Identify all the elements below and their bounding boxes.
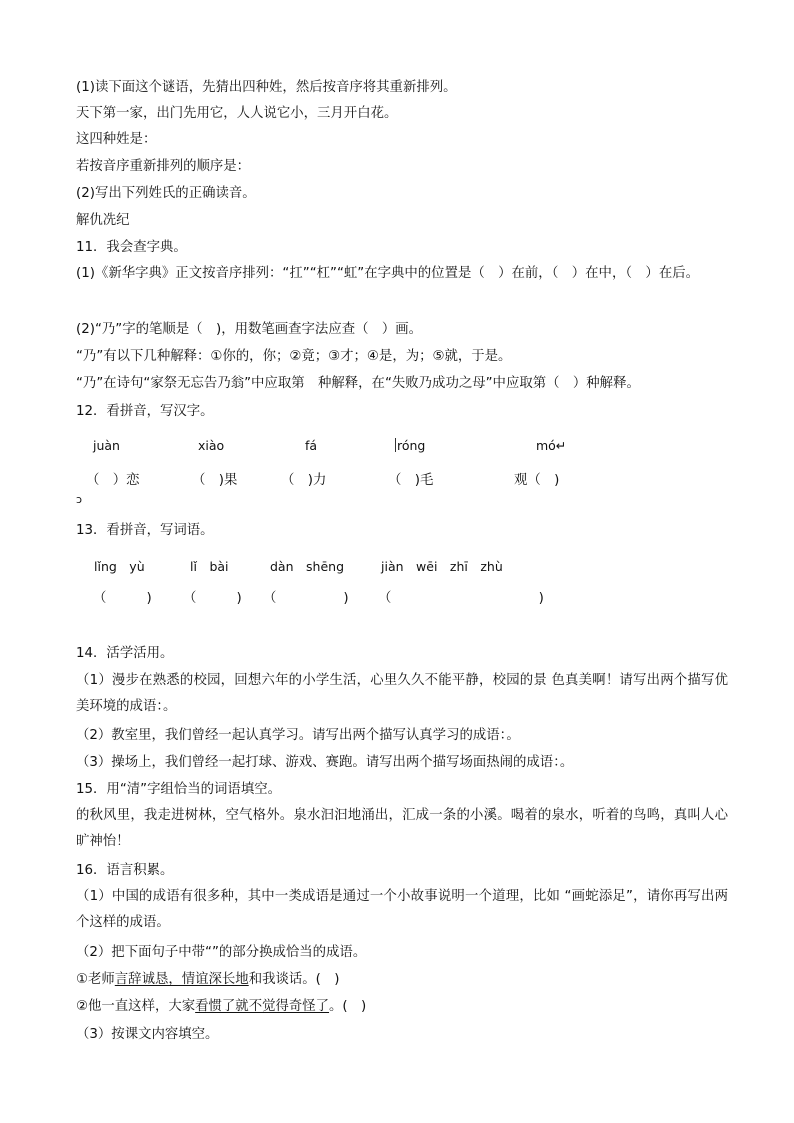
q16-sentence-1: ①老师言辞诚恳，情谊深长地和我谈话。( ) — [76, 972, 340, 987]
q11-part-1: (1)《新华字典》正文按音序排列：“扛”“杠”“虹”在字典中的位置是（ ）在前，（ ）在中，（ ）在后。 — [76, 266, 699, 281]
q13-pinyin-3: dàn shēng — [270, 559, 344, 574]
q10-line-5: (2)写出下列姓氏的正确读音。 — [76, 186, 256, 201]
q16-sentence-1-underlined: 言辞诚恳，情谊深长地 — [114, 972, 249, 987]
q13-blank-1[interactable]: （ ) — [93, 591, 152, 606]
q15-passage: 的秋风里，我走进树林，空气格外。泉水汩汩地涌出，汇成一条的小溪。喝着的泉水，听着的鸟鸣，真叫人心旷神怡！ — [76, 808, 728, 849]
q12-pinyin-4: róng — [397, 438, 426, 453]
q13-title: 13．看拼音，写词语。 — [76, 523, 214, 538]
q10-line-2: 天下第一家，出门先用它，人人说它小，三月开白花。 — [76, 106, 398, 121]
q15-title: 15．用“清”字组恰当的词语填空。 — [76, 782, 281, 797]
q12-pinyin-2: xiào — [198, 438, 225, 453]
q16-part-3: （3）按课文内容填空。 — [76, 1027, 219, 1042]
q16-sentence-2-underlined: 看惯了就不觉得奇怪了 — [195, 999, 330, 1014]
q12-pinyin-5: mó↵ — [536, 438, 567, 453]
q16-sentence-2: ②他一直这样，大家看惯了就不觉得奇怪了。( ) — [76, 999, 367, 1014]
q13-blank-4[interactable]: （ ) — [378, 591, 544, 606]
q12-pinyin-1: juàn — [93, 438, 120, 453]
q10-line-3: 这四种姓是： — [76, 132, 157, 147]
q11-question: “乃”在诗句“家祭无忘告乃翁”中应取第 种解释，在“失败乃成功之母”中应取第（ ）种解释。 — [76, 376, 640, 391]
q13-blank-3[interactable]: （ ) — [263, 591, 349, 606]
q13-pinyin-4: jiàn wēi zhī zhù — [381, 559, 503, 574]
q12-blank-4[interactable]: （ )毛 — [388, 473, 434, 488]
q10-line-1: (1)读下面这个谜语，先猜出四种姓，然后按音序将其重新排列。 — [76, 80, 457, 95]
q12-blank-1[interactable]: （ ）恋 — [86, 473, 140, 488]
q16-part-2: （2）把下面句子中带“”的部分换成恰当的成语。 — [76, 945, 367, 960]
q12-stray-mark: ↄ — [76, 493, 83, 506]
q16-title: 16．语言积累。 — [76, 863, 174, 878]
q14-title: 14．活学活用。 — [76, 646, 174, 661]
q12-blank-2[interactable]: （ )果 — [192, 473, 238, 488]
q10-line-6: 解仇冼纪 — [76, 213, 130, 228]
q13-blank-2[interactable]: （ ) — [183, 591, 242, 606]
q12-title: 12．看拼音，写汉字。 — [76, 404, 214, 419]
q16-part-1: （1）中国的成语有很多种，其中一类成语是通过一个小故事说明一个道理，比如 “画蛇添足”，请你再写出两个这样的成语。 — [76, 889, 728, 930]
q13-pinyin-1: lǐng yù — [94, 559, 145, 574]
q11-title: 11．我会查字典。 — [76, 240, 187, 255]
q13-pinyin-2: lǐ bài — [190, 559, 229, 574]
q10-line-4: 若按音序重新排列的顺序是： — [76, 159, 251, 174]
q11-part-2: (2)“乃”字的笔顺是（ )，用数笔画查字法应查（ ）画。 — [76, 322, 423, 337]
q12-blank-5[interactable]: 观（ ) — [514, 473, 560, 488]
q12-pinyin-3: fá — [305, 438, 318, 453]
q14-part-2: （2）教室里，我们曾经一起认真学习。请写出两个描写认真学习的成语：。 — [76, 728, 520, 743]
q14-part-3: （3）操场上，我们曾经一起打球、游戏、赛跑。请写出两个描写场面热闹的成语：。 — [76, 755, 574, 770]
text-cursor — [395, 438, 396, 452]
q14-part-1: （1）漫步在熟悉的校园，回想六年的小学生活，心里久久不能平静，校园的景 色真美啊！请写出两个描写优美环境的成语：。 — [76, 673, 728, 714]
q12-blank-3[interactable]: （ )力 — [281, 473, 327, 488]
q11-meanings: “乃”有以下几种解释：①你的，你；②竟；③才；④是，为；⑤就，于是。 — [76, 349, 512, 364]
